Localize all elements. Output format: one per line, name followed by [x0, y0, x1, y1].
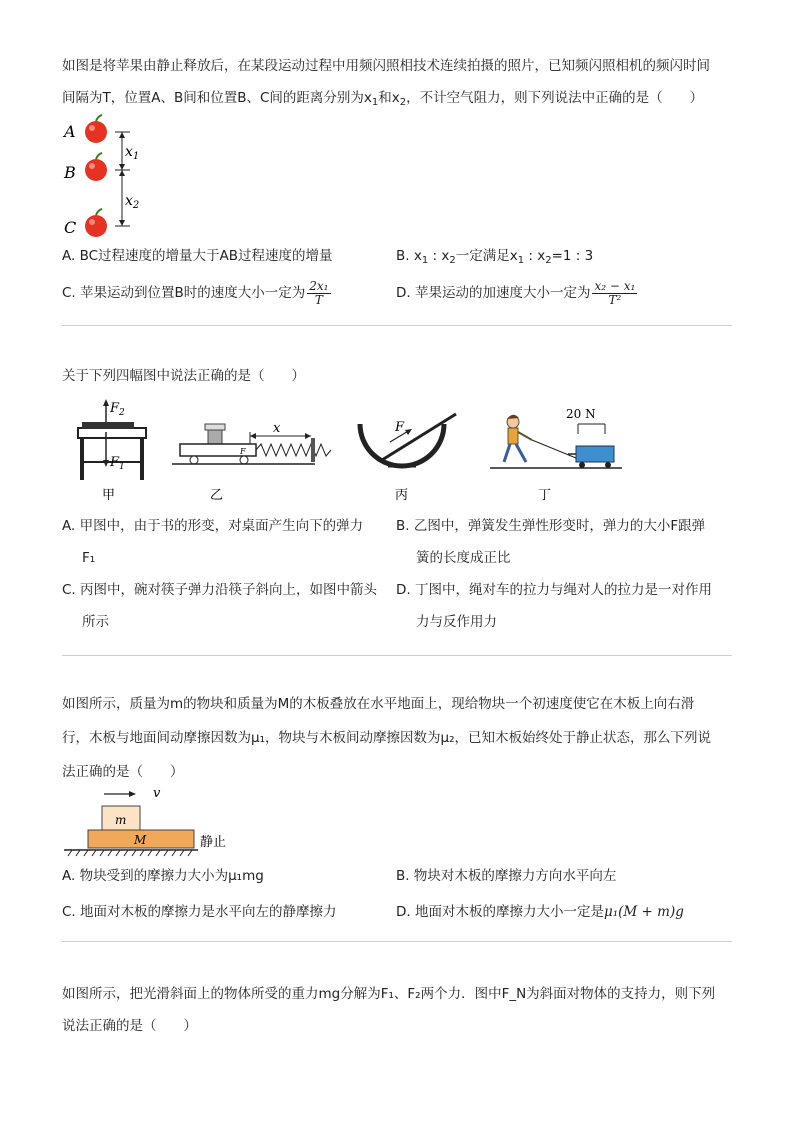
q2-four-figures	[60, 394, 660, 506]
apple-icon-c	[85, 209, 107, 237]
q3-stem-line2: 行，木板与地面间动摩擦因数为μ₁，物块与木板间动摩擦因数为μ₂，已知木板始终处于静止状态，那么下列说	[62, 730, 712, 746]
svg-text:甲: 甲	[102, 488, 116, 503]
q3-option-a[interactable]: A. 物块受到的摩擦力大小为μ₁mg	[62, 868, 264, 884]
label-b: B	[64, 163, 76, 182]
q2-option-d-line1[interactable]: D. 丁图中，绳对车的拉力与绳对人的拉力是一对作用	[396, 582, 712, 598]
fraction-x2-minus-x1-over-t2: $\frac{\text{x₂ − x₁}}{\text{T²}}$	[594, 278, 636, 307]
q2-option-d-line2: 力与反作用力	[416, 614, 497, 630]
q1-option-c[interactable]: C. 苹果运动到位置B时的速度大小一定为 $\frac{\text{2x₁}}{T}$	[62, 278, 329, 307]
svg-text:x: x	[273, 421, 281, 436]
q2-option-b-line2: 簧的长度成正比	[416, 550, 511, 566]
q2-option-a-line1[interactable]: A. 甲图中，由于书的形变，对桌面产生向下的弹力	[62, 518, 364, 534]
divider-1	[62, 325, 732, 326]
q4-stem-line2: 说法正确的是（ ）	[62, 1018, 197, 1034]
svg-text:静止: 静止	[200, 835, 227, 850]
svg-text:M: M	[134, 833, 147, 847]
svg-text:20 N: 20 N	[566, 407, 596, 421]
q1-option-a[interactable]: A. BC过程速度的增量大于AB过程速度的增量	[62, 248, 333, 264]
q2-option-c-line2: 所示	[82, 614, 109, 630]
svg-text:v: v	[153, 786, 161, 801]
q2-option-c-line1[interactable]: C. 丙图中，碗对筷子弹力沿筷子斜向上，如图中箭头	[62, 582, 378, 598]
spring-cart-figure	[172, 421, 331, 503]
q1-option-d[interactable]: D. 苹果运动的加速度大小一定为 $\frac{\text{x₂ − x₁}}{\text{T²}}$	[396, 278, 636, 307]
q3-block-board-figure	[60, 784, 250, 860]
label-a: A	[64, 122, 76, 141]
svg-text:丙: 丙	[395, 488, 409, 503]
svg-text:F: F	[395, 420, 405, 435]
q2-option-b-line1[interactable]: B. 乙图中，弹簧发生弹性形变时，弹力的大小F跟弹	[396, 518, 706, 534]
apple-icon-a	[85, 115, 107, 143]
label-c: C	[64, 218, 77, 237]
table-figure	[78, 399, 146, 503]
q4-stem-line1: 如图所示，把光滑斜面上的物体所受的重力mg分解为F₁、F₂两个力．图中F_N为斜面对物体的支持力，则下列	[62, 986, 716, 1002]
q2-stem: 关于下列四幅图中说法正确的是（ ）	[62, 368, 305, 384]
q3-stem-line3: 法正确的是（ ）	[62, 764, 184, 780]
svg-text:F: F	[240, 447, 246, 456]
q1-stem-line2: 间隔为T，位置A、B间和位置B、C间的距离分别为$x_1$和$x_2$，不计空气阻力，则下列说法中正确的是（ ）	[62, 90, 704, 108]
q3-option-b[interactable]: B. 物块对木板的摩擦力方向水平向左	[396, 868, 617, 884]
apple-icon-b	[85, 153, 107, 181]
q1-apple-figure	[60, 114, 170, 240]
q1-stem-line1: 如图是将苹果由静止释放后，在某段运动过程中用频闪照相技术连续拍摄的照片，已知频闪照相机的频闪时间	[62, 58, 710, 74]
svg-text:F2: $F_2$	[110, 401, 125, 418]
q3-option-d[interactable]: D. 地面对木板的摩擦力大小一定是μ₁(M + m)g	[396, 904, 684, 920]
divider-3	[62, 941, 732, 942]
fraction-2x1-over-t: $\frac{\text{2x₁}}{T}$	[309, 278, 329, 307]
q3-option-c[interactable]: C. 地面对木板的摩擦力是水平向左的静摩擦力	[62, 904, 337, 920]
svg-text:m: m	[115, 813, 127, 827]
man-pulling-cart-figure	[490, 407, 622, 503]
svg-text:丁: 丁	[538, 488, 552, 503]
svg-text:乙: 乙	[210, 488, 224, 503]
q2-option-a-line2: F₁	[82, 550, 96, 566]
label-x1: $x_1$	[125, 144, 140, 162]
bowl-chopstick-figure	[360, 414, 456, 503]
svg-text:F1: $F_1$	[110, 455, 125, 472]
divider-2	[62, 655, 732, 656]
q3-stem-line1: 如图所示，质量为m的物块和质量为M的木板叠放在水平地面上，现给物块一个初速度使它在木板上向右滑	[62, 696, 695, 712]
q1-option-b[interactable]: B. $x_1$ : $x_2$一定满足$x_1$ : $x_2=1$ : 3	[396, 248, 594, 266]
label-x2: $x_2$	[125, 193, 140, 211]
